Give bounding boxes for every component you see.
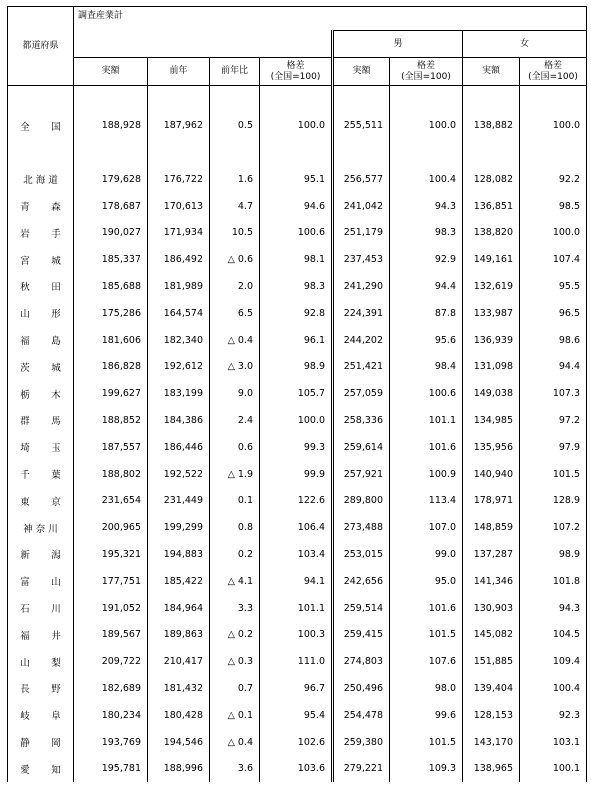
actual-cell: 177,751 bbox=[74, 568, 148, 595]
table-row bbox=[8, 755, 587, 782]
female-diff-cell: 95.5 bbox=[520, 273, 587, 300]
male-actual-cell: 259,514 bbox=[333, 595, 390, 622]
pref-name: 茨 城 bbox=[8, 353, 74, 380]
female-diff-cell: 96.5 bbox=[520, 300, 587, 327]
male-diff-cell: 100.6 bbox=[390, 380, 463, 407]
male-actual-cell: 224,391 bbox=[333, 300, 390, 327]
yoy-cell: △ 0.3 bbox=[210, 648, 260, 675]
actual-cell: 178,687 bbox=[74, 193, 148, 220]
female-diff-cell: 98.6 bbox=[520, 327, 587, 354]
female-diff-cell: 104.5 bbox=[520, 621, 587, 648]
male-actual-cell: 242,656 bbox=[333, 568, 390, 595]
male-diff-cell: 87.8 bbox=[390, 300, 463, 327]
male-actual-cell: 251,179 bbox=[333, 219, 390, 246]
female-diff-cell: 128.9 bbox=[520, 487, 587, 514]
male-diff-cell: 98.4 bbox=[390, 353, 463, 380]
yoy-cell: △ 0.6 bbox=[210, 246, 260, 273]
actual-cell: 199,627 bbox=[74, 380, 148, 407]
yoy-header: 前年比 bbox=[210, 58, 260, 86]
diff-cell: 92.8 bbox=[260, 300, 333, 327]
yoy-cell: 3.6 bbox=[210, 755, 260, 782]
table-row bbox=[8, 675, 587, 702]
female-diff-header: 格差 (全国=100) bbox=[520, 58, 587, 86]
diff-cell: 103.4 bbox=[260, 541, 333, 568]
male-actual-cell: 274,803 bbox=[333, 648, 390, 675]
male-diff-cell: 92.9 bbox=[390, 246, 463, 273]
prev-cell: 164,574 bbox=[148, 300, 210, 327]
pref-name: 栃 木 bbox=[8, 380, 74, 407]
diff-cell: 96.1 bbox=[260, 327, 333, 354]
male-diff-cell: 113.4 bbox=[390, 487, 463, 514]
table-row bbox=[8, 541, 587, 568]
actual-cell: 185,688 bbox=[74, 273, 148, 300]
actual-cell: 195,781 bbox=[74, 755, 148, 782]
female-diff-cell: 107.2 bbox=[520, 514, 587, 541]
prev-cell: 171,934 bbox=[148, 219, 210, 246]
male-actual-cell: 251,421 bbox=[333, 353, 390, 380]
male-diff-cell: 101.6 bbox=[390, 595, 463, 622]
female-diff-cell: 100.1 bbox=[520, 755, 587, 782]
table-row bbox=[8, 327, 587, 354]
pref-name: 千 葉 bbox=[8, 461, 74, 488]
male-diff-cell: 99.0 bbox=[390, 541, 463, 568]
diff-cell: 96.7 bbox=[260, 675, 333, 702]
prev-cell: 184,964 bbox=[148, 595, 210, 622]
actual-header: 実額 bbox=[74, 58, 148, 86]
table-row bbox=[8, 434, 587, 461]
female-diff-cell: 109.4 bbox=[520, 648, 587, 675]
actual-cell: 188,852 bbox=[74, 407, 148, 434]
yoy-cell: 9.0 bbox=[210, 380, 260, 407]
female-actual-cell: 139,404 bbox=[463, 675, 520, 702]
actual-cell: 191,052 bbox=[74, 595, 148, 622]
male-actual-cell: 241,042 bbox=[333, 193, 390, 220]
prev-cell: 231,449 bbox=[148, 487, 210, 514]
diff-cell: 98.9 bbox=[260, 353, 333, 380]
yoy-cell: △ 1.9 bbox=[210, 461, 260, 488]
table-row bbox=[8, 595, 587, 622]
table-row bbox=[8, 648, 587, 675]
prev-cell: 170,613 bbox=[148, 193, 210, 220]
yoy-cell: 0.1 bbox=[210, 487, 260, 514]
female-actual-cell: 136,939 bbox=[463, 327, 520, 354]
actual-cell: 193,769 bbox=[74, 729, 148, 756]
table-row bbox=[8, 568, 587, 595]
female-actual-cell: 148,859 bbox=[463, 514, 520, 541]
yoy-cell: 0.8 bbox=[210, 514, 260, 541]
actual-cell: 179,628 bbox=[74, 166, 148, 193]
female-actual-cell: 145,082 bbox=[463, 621, 520, 648]
actual-cell: 188,928 bbox=[74, 112, 148, 139]
diff-cell: 105.7 bbox=[260, 380, 333, 407]
male-diff-cell: 101.5 bbox=[390, 621, 463, 648]
female-actual-cell: 134,985 bbox=[463, 407, 520, 434]
male-diff-cell: 94.4 bbox=[390, 273, 463, 300]
female-diff-cell: 103.1 bbox=[520, 729, 587, 756]
yoy-cell: 2.0 bbox=[210, 273, 260, 300]
female-actual-cell: 149,038 bbox=[463, 380, 520, 407]
male-actual-cell: 241,290 bbox=[333, 273, 390, 300]
female-actual-cell: 138,965 bbox=[463, 755, 520, 782]
male-diff-cell: 109.3 bbox=[390, 755, 463, 782]
diff-cell: 106.4 bbox=[260, 514, 333, 541]
male-actual-cell: 254,478 bbox=[333, 702, 390, 729]
yoy-cell: △ 4.1 bbox=[210, 568, 260, 595]
table-row bbox=[8, 246, 587, 273]
prev-cell: 194,883 bbox=[148, 541, 210, 568]
actual-cell: 209,722 bbox=[74, 648, 148, 675]
female-diff-cell: 97.2 bbox=[520, 407, 587, 434]
pref-name: 福 井 bbox=[8, 621, 74, 648]
male-diff-cell: 101.1 bbox=[390, 407, 463, 434]
male-actual-cell: 253,015 bbox=[333, 541, 390, 568]
female-actual-cell: 128,153 bbox=[463, 702, 520, 729]
diff-cell: 95.1 bbox=[260, 166, 333, 193]
male-diff-cell: 101.5 bbox=[390, 729, 463, 756]
female-actual-cell: 138,820 bbox=[463, 219, 520, 246]
prev-cell: 189,863 bbox=[148, 621, 210, 648]
female-actual-cell: 151,885 bbox=[463, 648, 520, 675]
table-row bbox=[8, 166, 587, 193]
female-diff-cell: 94.3 bbox=[520, 595, 587, 622]
female-diff-cell: 101.8 bbox=[520, 568, 587, 595]
table-row bbox=[8, 380, 587, 407]
pref-name: 神奈川 bbox=[8, 514, 74, 541]
actual-cell: 185,337 bbox=[74, 246, 148, 273]
male-actual-cell: 256,577 bbox=[333, 166, 390, 193]
prev-cell: 183,199 bbox=[148, 380, 210, 407]
table-row bbox=[8, 273, 587, 300]
male-diff-header: 格差 (全国=100) bbox=[390, 58, 463, 86]
actual-cell: 189,567 bbox=[74, 621, 148, 648]
male-actual-cell: 257,059 bbox=[333, 380, 390, 407]
yoy-cell: △ 0.2 bbox=[210, 621, 260, 648]
female-actual-cell: 138,882 bbox=[463, 112, 520, 139]
prev-cell: 199,299 bbox=[148, 514, 210, 541]
prev-cell: 186,446 bbox=[148, 434, 210, 461]
prev-year-header: 前年 bbox=[148, 58, 210, 86]
prev-cell: 210,417 bbox=[148, 648, 210, 675]
yoy-cell: 4.7 bbox=[210, 193, 260, 220]
female-actual-cell: 149,161 bbox=[463, 246, 520, 273]
male-diff-cell: 95.6 bbox=[390, 327, 463, 354]
diff-cell: 102.6 bbox=[260, 729, 333, 756]
actual-cell: 181,606 bbox=[74, 327, 148, 354]
pref-name: 石 川 bbox=[8, 595, 74, 622]
male-diff-cell: 107.0 bbox=[390, 514, 463, 541]
diff-cell: 94.6 bbox=[260, 193, 333, 220]
prev-cell: 184,386 bbox=[148, 407, 210, 434]
diff-header: 格差 (全国=100) bbox=[260, 58, 333, 86]
diff-cell: 100.0 bbox=[260, 112, 333, 139]
diff-cell: 100.3 bbox=[260, 621, 333, 648]
pref-name: 秋 田 bbox=[8, 273, 74, 300]
diff-cell: 99.3 bbox=[260, 434, 333, 461]
diff-cell: 103.6 bbox=[260, 755, 333, 782]
female-actual-cell: 132,619 bbox=[463, 273, 520, 300]
national-row bbox=[8, 112, 587, 139]
diff-cell: 95.4 bbox=[260, 702, 333, 729]
table-row bbox=[8, 461, 587, 488]
female-diff-cell: 98.5 bbox=[520, 193, 587, 220]
female-actual-cell: 135,956 bbox=[463, 434, 520, 461]
female-actual-cell: 143,170 bbox=[463, 729, 520, 756]
diff-cell: 122.6 bbox=[260, 487, 333, 514]
male-header: 男 bbox=[333, 31, 463, 58]
female-diff-cell: 97.9 bbox=[520, 434, 587, 461]
male-diff-cell: 99.6 bbox=[390, 702, 463, 729]
male-diff-cell: 94.3 bbox=[390, 193, 463, 220]
female-actual-cell: 178,971 bbox=[463, 487, 520, 514]
female-actual-cell: 137,287 bbox=[463, 541, 520, 568]
diff-cell: 99.9 bbox=[260, 461, 333, 488]
female-actual-cell: 141,346 bbox=[463, 568, 520, 595]
male-actual-cell: 258,336 bbox=[333, 407, 390, 434]
table-row bbox=[8, 407, 587, 434]
diff-cell: 101.1 bbox=[260, 595, 333, 622]
yoy-cell: 1.6 bbox=[210, 166, 260, 193]
male-actual-cell: 237,453 bbox=[333, 246, 390, 273]
male-diff-cell: 100.0 bbox=[390, 112, 463, 139]
yoy-cell: 0.5 bbox=[210, 112, 260, 139]
pref-name: 北海道 bbox=[8, 166, 74, 193]
female-diff-cell: 100.0 bbox=[520, 112, 587, 139]
female-diff-cell: 92.2 bbox=[520, 166, 587, 193]
table-row bbox=[8, 193, 587, 220]
actual-cell: 175,286 bbox=[74, 300, 148, 327]
table-row bbox=[8, 219, 587, 246]
prev-cell: 181,432 bbox=[148, 675, 210, 702]
yoy-cell: 2.4 bbox=[210, 407, 260, 434]
diff-cell: 111.0 bbox=[260, 648, 333, 675]
male-diff-cell: 100.4 bbox=[390, 166, 463, 193]
prev-cell: 192,612 bbox=[148, 353, 210, 380]
female-diff-cell: 107.4 bbox=[520, 246, 587, 273]
male-diff-cell: 107.6 bbox=[390, 648, 463, 675]
table-row bbox=[8, 487, 587, 514]
diff-cell: 98.3 bbox=[260, 273, 333, 300]
table-row bbox=[8, 300, 587, 327]
actual-cell: 187,557 bbox=[74, 434, 148, 461]
pref-name: 岩 手 bbox=[8, 219, 74, 246]
actual-cell: 200,965 bbox=[74, 514, 148, 541]
pref-name: 静 岡 bbox=[8, 729, 74, 756]
yoy-cell: 0.7 bbox=[210, 675, 260, 702]
prev-cell: 192,522 bbox=[148, 461, 210, 488]
male-actual-cell: 250,496 bbox=[333, 675, 390, 702]
male-diff-cell: 98.3 bbox=[390, 219, 463, 246]
prev-cell: 187,962 bbox=[148, 112, 210, 139]
prev-cell: 182,340 bbox=[148, 327, 210, 354]
yoy-cell: 10.5 bbox=[210, 219, 260, 246]
male-actual-cell: 273,488 bbox=[333, 514, 390, 541]
pref-name: 青 森 bbox=[8, 193, 74, 220]
prev-cell: 176,722 bbox=[148, 166, 210, 193]
prev-cell: 188,996 bbox=[148, 755, 210, 782]
survey-total-header: 調査産業計 bbox=[74, 7, 587, 31]
male-diff-cell: 98.0 bbox=[390, 675, 463, 702]
male-actual-cell: 259,415 bbox=[333, 621, 390, 648]
diff-cell: 100.0 bbox=[260, 407, 333, 434]
actual-cell: 190,027 bbox=[74, 219, 148, 246]
table-row bbox=[8, 353, 587, 380]
table-row bbox=[8, 514, 587, 541]
female-actual-cell: 140,940 bbox=[463, 461, 520, 488]
prev-cell: 181,989 bbox=[148, 273, 210, 300]
female-actual-cell: 128,082 bbox=[463, 166, 520, 193]
pref-name: 山 梨 bbox=[8, 648, 74, 675]
actual-cell: 180,234 bbox=[74, 702, 148, 729]
male-actual-cell: 259,380 bbox=[333, 729, 390, 756]
table-row bbox=[8, 702, 587, 729]
female-actual-cell: 130,903 bbox=[463, 595, 520, 622]
pref-name: 富 山 bbox=[8, 568, 74, 595]
pref-name: 東 京 bbox=[8, 487, 74, 514]
male-actual-cell: 255,511 bbox=[333, 112, 390, 139]
diff-cell: 94.1 bbox=[260, 568, 333, 595]
female-diff-cell: 92.3 bbox=[520, 702, 587, 729]
female-diff-cell: 100.0 bbox=[520, 219, 587, 246]
pref-name: 愛 知 bbox=[8, 755, 74, 782]
total-spacer bbox=[74, 31, 333, 58]
pref-name: 埼 玉 bbox=[8, 434, 74, 461]
actual-cell: 186,828 bbox=[74, 353, 148, 380]
female-actual-cell: 136,851 bbox=[463, 193, 520, 220]
pref-name: 全 国 bbox=[8, 112, 74, 139]
prev-cell: 185,422 bbox=[148, 568, 210, 595]
yoy-cell: 3.3 bbox=[210, 595, 260, 622]
pref-name: 宮 城 bbox=[8, 246, 74, 273]
yoy-cell: 6.5 bbox=[210, 300, 260, 327]
male-actual-cell: 259,614 bbox=[333, 434, 390, 461]
diff-cell: 98.1 bbox=[260, 246, 333, 273]
male-actual-cell: 244,202 bbox=[333, 327, 390, 354]
male-diff-cell: 95.0 bbox=[390, 568, 463, 595]
pref-name: 福 島 bbox=[8, 327, 74, 354]
actual-cell: 195,321 bbox=[74, 541, 148, 568]
male-actual-cell: 279,221 bbox=[333, 755, 390, 782]
pref-name: 長 野 bbox=[8, 675, 74, 702]
prev-cell: 180,428 bbox=[148, 702, 210, 729]
actual-cell: 182,689 bbox=[74, 675, 148, 702]
pref-header: 都道府県 bbox=[8, 7, 74, 86]
male-actual-cell: 257,921 bbox=[333, 461, 390, 488]
pref-name: 岐 阜 bbox=[8, 702, 74, 729]
yoy-cell: 0.6 bbox=[210, 434, 260, 461]
male-actual-header: 実額 bbox=[333, 58, 390, 86]
female-actual-header: 実額 bbox=[463, 58, 520, 86]
prev-cell: 186,492 bbox=[148, 246, 210, 273]
actual-cell: 188,802 bbox=[74, 461, 148, 488]
male-actual-cell: 289,800 bbox=[333, 487, 390, 514]
table-row bbox=[8, 621, 587, 648]
female-diff-cell: 100.4 bbox=[520, 675, 587, 702]
female-actual-cell: 131,098 bbox=[463, 353, 520, 380]
actual-cell: 231,654 bbox=[74, 487, 148, 514]
yoy-cell: △ 0.4 bbox=[210, 729, 260, 756]
female-diff-cell: 101.5 bbox=[520, 461, 587, 488]
female-header: 女 bbox=[463, 31, 587, 58]
yoy-cell: △ 0.4 bbox=[210, 327, 260, 354]
wage-table bbox=[7, 6, 587, 782]
yoy-cell: △ 3.0 bbox=[210, 353, 260, 380]
yoy-cell: △ 0.1 bbox=[210, 702, 260, 729]
female-diff-cell: 107.3 bbox=[520, 380, 587, 407]
yoy-cell: 0.2 bbox=[210, 541, 260, 568]
male-diff-cell: 101.6 bbox=[390, 434, 463, 461]
female-actual-cell: 133,987 bbox=[463, 300, 520, 327]
female-diff-cell: 94.4 bbox=[520, 353, 587, 380]
female-diff-cell: 98.9 bbox=[520, 541, 587, 568]
pref-name: 新 潟 bbox=[8, 541, 74, 568]
diff-cell: 100.6 bbox=[260, 219, 333, 246]
pref-name: 群 馬 bbox=[8, 407, 74, 434]
male-diff-cell: 100.9 bbox=[390, 461, 463, 488]
prev-cell: 194,546 bbox=[148, 729, 210, 756]
pref-name: 山 形 bbox=[8, 300, 74, 327]
table-row bbox=[8, 729, 587, 756]
